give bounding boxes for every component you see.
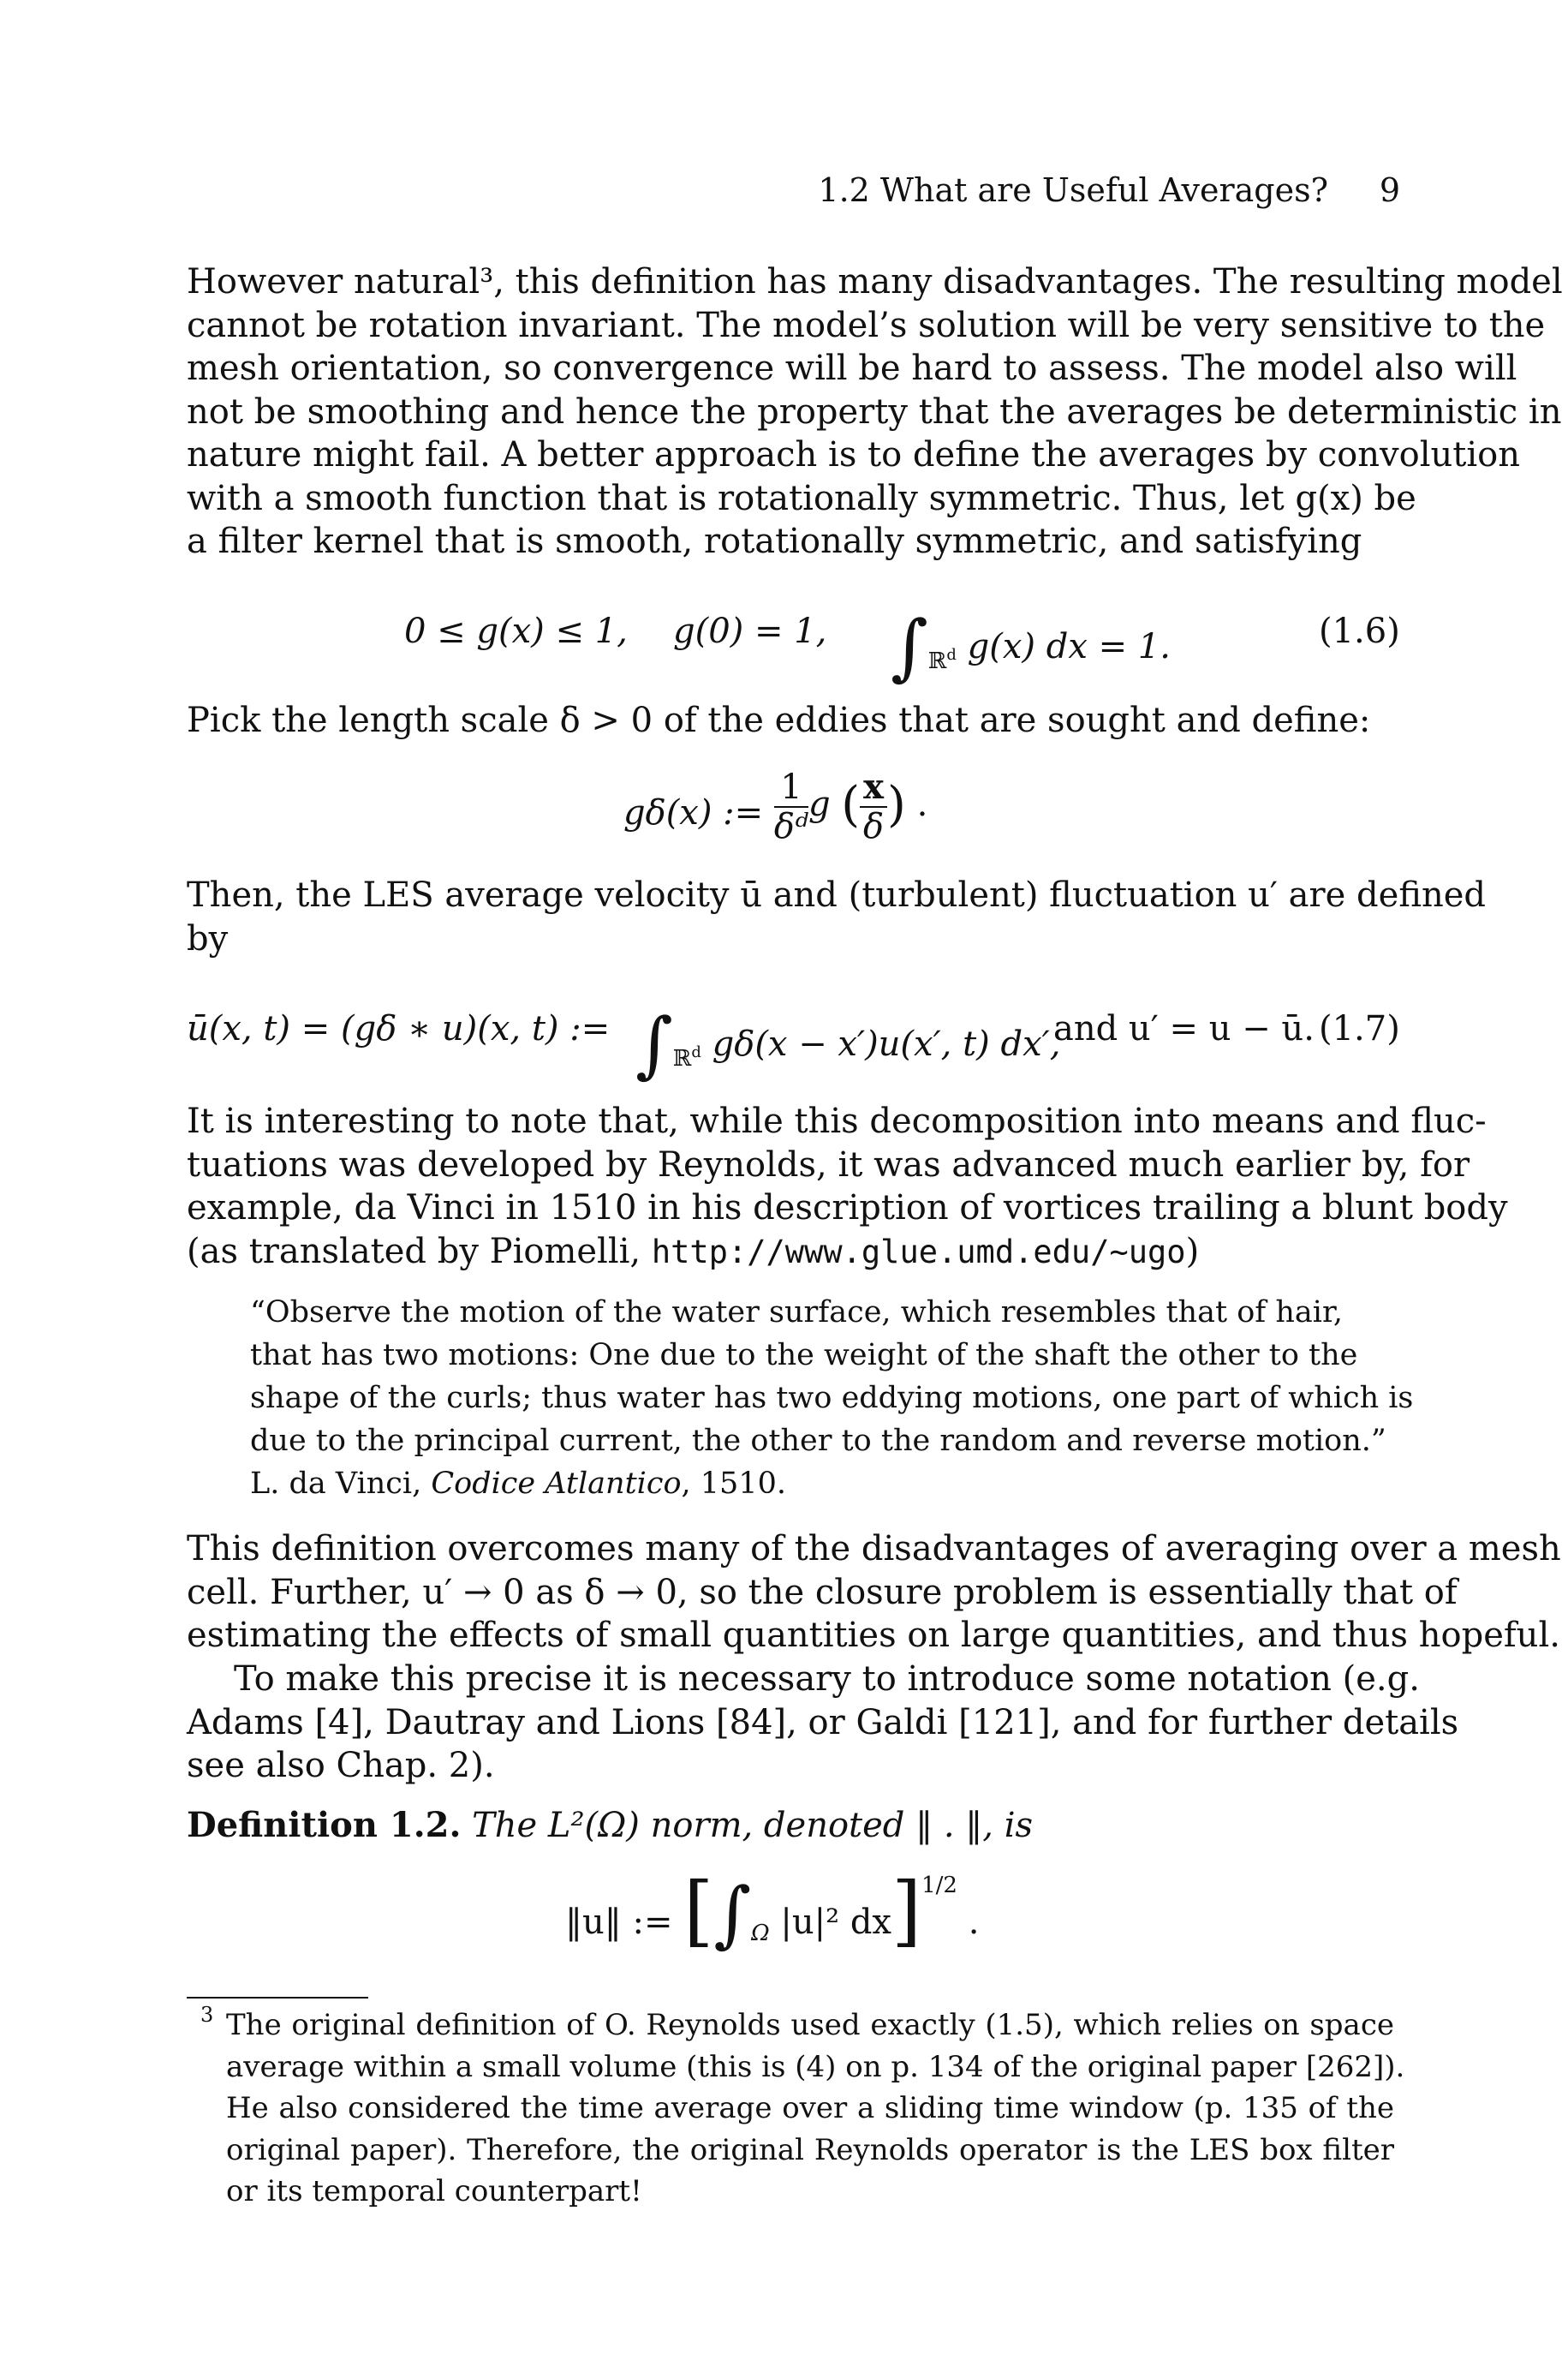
definition-1-2 [187, 1805, 1033, 1845]
paragraph-notation [187, 1658, 1459, 1788]
text-line: estimating the effects of small quantities on large quantities, and thus hopeful. [187, 1616, 1560, 1655]
paragraph-les-average [187, 874, 1487, 960]
integral-domain: ℝ [927, 648, 947, 674]
equation-1-7-integral [635, 989, 1061, 1086]
text-line: nature might fail. A better approach is to define the averages by convolution [187, 435, 1520, 475]
text-line: example, da Vinci in 1510 in his description of vortices trailing a blunt body [187, 1188, 1508, 1228]
equation-1-6-part2: g(0) = 1, [673, 612, 827, 651]
footnote-line: He also considered the time average over a sliding time window (p. 135 of the [226, 2091, 1394, 2125]
integral-domain-sup: d [946, 646, 957, 664]
footnote-3 [226, 2005, 1405, 2213]
footnote-line: original paper). Therefore, the original Reynolds operator is the LES box filter [226, 2132, 1394, 2167]
norm-lhs: ‖u‖ := [565, 1903, 673, 1942]
equation-g-delta: gδ(x) := $\frac{1}{\text{δᵈ}}$ g ( $\frac{x}{\delta}$ ) . [623, 767, 928, 846]
integral-sign: ∫ [635, 1002, 673, 1086]
text-line: with a smooth function that is rotationally symmetric. Thus, let g(x) be [187, 478, 1416, 518]
text-line: Pick the length scale δ > 0 of the eddies that are sought and define: [187, 701, 1371, 740]
footnote-rule [187, 1997, 368, 1999]
paragraph-length-scale [187, 699, 1394, 743]
equation-1-6-part3 [891, 591, 1171, 689]
text-line: by [187, 918, 229, 959]
equation-1-6-part1: 0 ≤ g(x) ≤ 1, [404, 612, 628, 651]
footnote-line: The original definition of O. Reynolds used exactly (1.5), which relies on space [226, 2008, 1394, 2042]
integral-domain: ℝ [672, 1046, 692, 1072]
paragraph-closure [187, 1527, 1561, 1658]
footnote-line: or its temporal counterpart! [226, 2174, 642, 2208]
paragraph-intro [187, 260, 1563, 564]
text-line: This definition overcomes many of the disadvantages of averaging over a mesh [187, 1529, 1561, 1568]
text-line: see also Chap. 2). [187, 1746, 495, 1785]
footnote-line: average within a small volume (this is (4) on p. 134 of the original paper [262]). [226, 2049, 1405, 2084]
norm-integrand: |u|² dx [780, 1903, 891, 1942]
equation-number-1-6: (1.6) [1319, 612, 1400, 651]
text-line: cannot be rotation invariant. The model’s solution will be very sensitive to the [187, 305, 1546, 345]
fraction-x-over-delta: $\frac{x}{\delta}$ [860, 768, 887, 845]
definition-label: Definition 1.2. [187, 1805, 462, 1845]
equation-number-1-7: (1.7) [1319, 1009, 1400, 1049]
text-line: tuations was developed by Reynolds, it was advanced much earlier by, for [187, 1144, 1470, 1185]
running-title: 1.2 What are Useful Averages? [818, 171, 1328, 209]
integral-body: gδ(x − x′)u(x′, t) dx′, [712, 1025, 1061, 1064]
quote-line: shape of the curls; thus water has two eddying motions, one part of which is [250, 1381, 1414, 1415]
quote-attribution: L. da Vinci, Codice Atlantico, 1510. [250, 1467, 786, 1501]
footnote-mark: 3 [200, 2003, 214, 2027]
text-line: a filter kernel that is smooth, rotationally symmetric, and satisfying [187, 522, 1362, 561]
paragraph-reynolds-history [187, 1100, 1508, 1274]
text-line: It is interesting to note that, while this decomposition into means and fluc- [187, 1102, 1487, 1141]
equation-l2-norm: ‖u‖ := [$\int_\Omega$ |u|² dx]$^{1/2}$ . [565, 1866, 980, 1956]
definition-text: The L²(Ω) norm, denoted ‖ . ‖, is [472, 1806, 1034, 1845]
quote-line: due to the principal current, the other to the random and reverse motion.” [250, 1424, 1386, 1458]
text-line: Adams [4], Dautray and Lions [84], or Galdi [121], and for further details [187, 1702, 1459, 1742]
integral-body: g(x) dx = 1. [967, 627, 1171, 666]
text-line: mesh orientation, so convergence will be hard to assess. The model also will [187, 349, 1517, 388]
text-line: (as translated by Piomelli, http://www.glue.umd.edu/∼ugo) [187, 1231, 1200, 1271]
page-header [0, 171, 1568, 223]
page-number: 9 [1379, 171, 1400, 209]
text-line: not be smoothing and hence the property that the averages be deterministic in [187, 391, 1562, 432]
quote-line: “Observe the motion of the water surface, which resembles that of hair, [250, 1295, 1343, 1329]
g-delta-lhs: gδ(x) := [623, 793, 764, 833]
g-symbol: g [808, 785, 831, 824]
quote-line: that has two motions: One due to the weight of the shaft the other to the [250, 1338, 1358, 1372]
text-line: cell. Further, u′ → 0 as δ → 0, so the closure problem is essentially that of [187, 1572, 1458, 1612]
text-line: However natural³, this definition has many disadvantages. The resulting model [187, 262, 1563, 302]
integral-domain: Ω [751, 1921, 770, 1946]
integral-domain-sup: d [691, 1043, 701, 1061]
integral-sign: ∫ [891, 605, 928, 689]
fraction-one-over-delta-d: $\frac{1}{\text{δᵈ}}$ [773, 768, 808, 846]
text-line: Then, the LES average velocity ū and (turbulent) fluctuation u′ are defined [187, 875, 1487, 915]
piomelli-url[interactable]: http://www.glue.umd.edu/∼ugo [651, 1233, 1186, 1270]
equation-1-7-and: and u′ = u − ū. [1053, 1009, 1315, 1049]
equation-1-7-lhs: ū(x, t) = (gδ ∗ u)(x, t) := [187, 1009, 611, 1049]
integral-sign: ∫ [713, 1872, 752, 1956]
da-vinci-quote [250, 1291, 1414, 1505]
text-line: To make this precise it is necessary to introduce some notation (e.g. [234, 1659, 1420, 1699]
norm-exponent: 1/2 [921, 1873, 957, 1898]
